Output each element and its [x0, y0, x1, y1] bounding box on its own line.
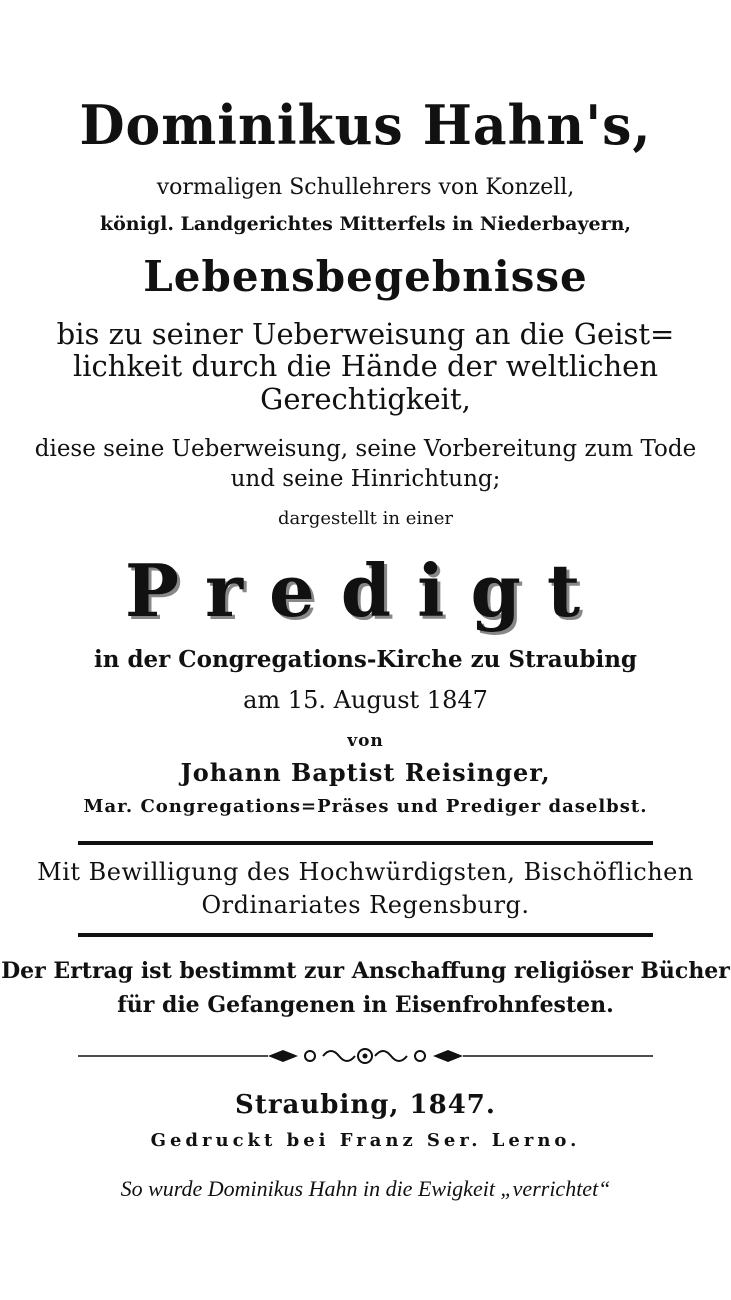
approval-line-1: Mit Bewilligung des Hochwürdigsten, Bischöflichen — [37, 858, 694, 886]
von-line: von — [347, 731, 384, 751]
book-title: Dominikus Hahn's, — [79, 93, 652, 158]
body-line-1: bis zu seiner Ueberweisung an die Geist= — [56, 317, 675, 351]
body-line-4: diese seine Ueberweisung, seine Vorbereitung zum Tode — [34, 436, 697, 462]
body-line-6: dargestellt in einer — [278, 508, 453, 529]
date-line: am 15. August 1847 — [243, 686, 488, 714]
ornamental-divider — [78, 1044, 653, 1068]
proceeds-line-2: für die Gefangenen in Eisenfrohnfesten. — [117, 992, 614, 1018]
caption: So wurde Dominikus Hahn in die Ewigkeit „verrichtet“ — [120, 1176, 611, 1201]
heading-lebensbegebnisse: Lebensbegebnisse — [143, 252, 588, 301]
city-year: Straubing, 1847. — [235, 1090, 496, 1120]
printer-line: Gedruckt bei Franz Ser. Lerno. — [150, 1130, 581, 1151]
divider-top — [78, 841, 653, 845]
heading-predigt: Predigt — [124, 548, 607, 633]
author-role: Mar. Congregations=Präses und Prediger daselbst. — [83, 796, 648, 817]
subtitle-line-2: königl. Landgerichtes Mitterfels in Niederbayern, — [99, 213, 632, 235]
approval-line-2: Ordinariates Regensburg. — [201, 891, 530, 919]
divider-bottom — [78, 933, 653, 937]
subtitle-line-1: vormaligen Schullehrers von Konzell, — [156, 175, 575, 200]
proceeds-line-1: Der Ertrag ist bestimmt zur Anschaffung religiöser Bücher — [1, 958, 730, 984]
body-line-5: und seine Hinrichtung; — [230, 466, 501, 492]
body-line-3: Gerechtigkeit, — [260, 382, 471, 416]
body-line-2: lichkeit durch die Hände der weltlichen — [72, 349, 659, 383]
place-line: in der Congregations-Kirche zu Straubing — [93, 646, 637, 673]
author-name: Johann Baptist Reisinger, — [180, 758, 551, 787]
